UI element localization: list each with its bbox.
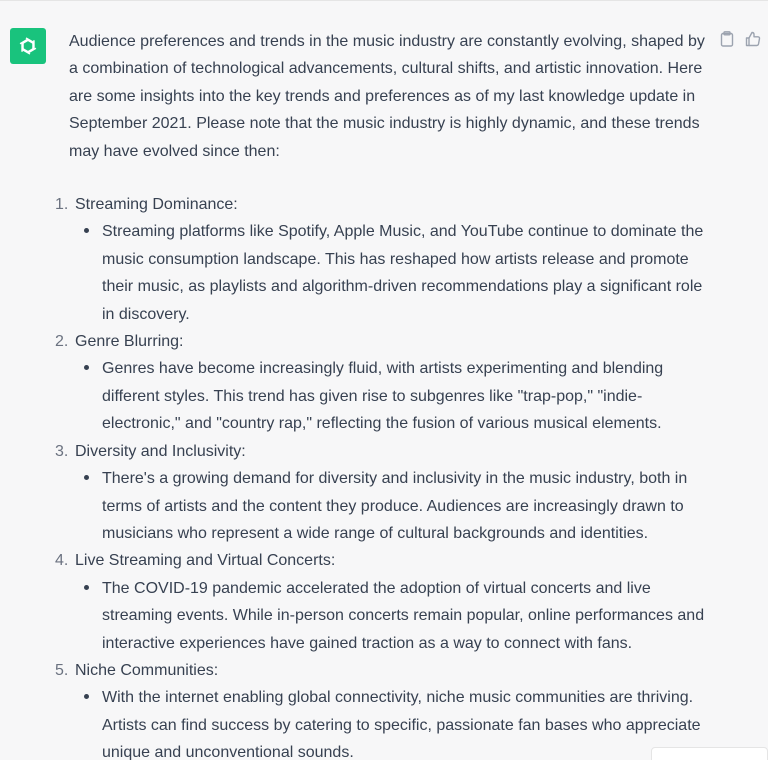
thumbs-up-button[interactable]: [744, 30, 762, 48]
copy-button[interactable]: [718, 30, 736, 48]
list-item: [55, 191, 714, 328]
sub-list: [82, 465, 714, 547]
list-number: 3.: [55, 442, 69, 460]
list-item-title: Niche Communities:: [75, 661, 219, 679]
list-item: [55, 657, 714, 760]
list-item-title: Live Streaming and Virtual Concerts:: [75, 552, 336, 570]
openai-logo-icon: [16, 34, 40, 58]
sub-list-item: [82, 218, 714, 328]
sub-list-text: Genres have become increasingly fluid, with artists experimenting and blending different styles. This trend has given rise to subgenres like "trap-pop," "indie-electronic," and "country rap," reflecting the fusion of various musical elements.: [102, 360, 664, 433]
list-item-title: Streaming Dominance:: [75, 196, 238, 214]
clipboard-icon: [720, 31, 734, 47]
message-actions: [718, 30, 762, 48]
list-item: [55, 547, 714, 657]
list-number: 4.: [55, 552, 69, 570]
bullet-dot: [84, 228, 89, 233]
bullet-dot: [84, 365, 89, 370]
sub-list-text: There's a growing demand for diversity and inclusivity in the music industry, both in terms of artists and the content they produce. Audiences are increasingly drawn to musicians who represent a wide range of cultural backgrounds and identities.: [102, 470, 688, 542]
list-item: [55, 438, 714, 548]
bullet-dot: [84, 475, 89, 480]
sub-list-item: [82, 684, 714, 760]
sub-list-text: The COVID-19 pandemic accelerated the adoption of virtual concerts and live streaming events. While in-person concerts remain popular, online performances and interactive experiences have gained traction as a way to connect with fans.: [102, 579, 705, 652]
list-item: [55, 328, 714, 438]
assistant-message: [55, 28, 714, 760]
regenerate-button-edge[interactable]: [651, 747, 768, 760]
sub-list-item: [82, 355, 714, 437]
bullet-dot: [84, 585, 89, 590]
sub-list: [82, 355, 714, 437]
sub-list: [82, 684, 714, 760]
thumbs-up-icon: [745, 31, 761, 47]
top-divider: [0, 0, 768, 1]
list-number: 2.: [55, 333, 69, 351]
sub-list: [82, 218, 714, 328]
sub-list-item: [82, 575, 714, 657]
sub-list-item: [82, 465, 714, 547]
list-number: 5.: [55, 661, 69, 679]
intro-paragraph: Audience preferences and trends in the music industry are constantly evolving, shaped by a combination of technological advancements, cultural shifts, and artistic innovation. Here are some insights into the key trends and preferences as of my last knowledge update in September 2021. Please note that the music industry is highly dynamic, and these trends may have evolved since then:: [69, 33, 705, 160]
list-item-title: Diversity and Inclusivity:: [75, 442, 246, 460]
sub-list-text: Streaming platforms like Spotify, Apple Music, and YouTube continue to dominate the music consumption landscape. This has reshaped how artists release and promote their music, as playlists and algorithm-driven recommendations play a significant role in discovery.: [102, 223, 704, 323]
bullet-dot: [84, 694, 89, 699]
sub-list: [82, 575, 714, 657]
list-number: 1.: [55, 196, 69, 214]
list-item-title: Genre Blurring:: [75, 333, 184, 351]
assistant-avatar: [10, 28, 46, 64]
sub-list-text: With the internet enabling global connectivity, niche music communities are thriving. Artists can find success by catering to specific, passionate fan bases who appreciate unique and unconventional sounds.: [102, 689, 701, 760]
trends-list: [55, 191, 714, 760]
